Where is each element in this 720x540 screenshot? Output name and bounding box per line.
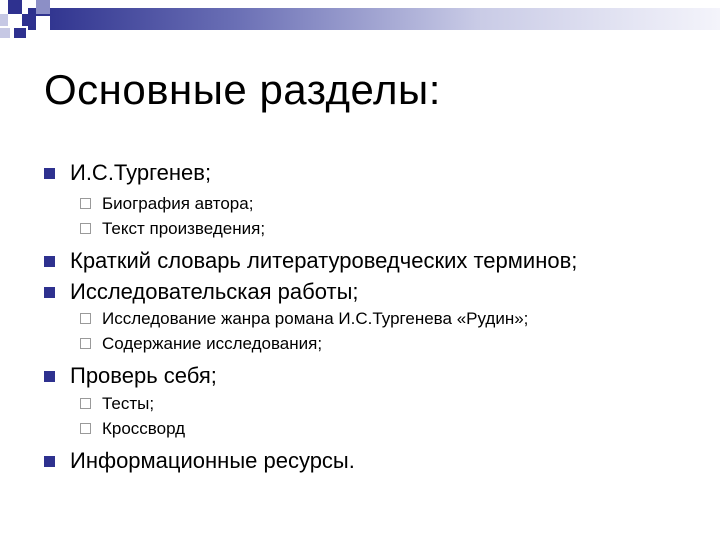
hollow-square-icon — [80, 313, 91, 324]
filled-square-icon — [44, 168, 55, 179]
top-decorative-bar — [0, 0, 720, 40]
decor-square — [0, 14, 8, 26]
filled-square-icon — [44, 287, 55, 298]
decor-square — [14, 28, 26, 38]
filled-square-icon — [44, 256, 55, 267]
gradient-strip — [28, 8, 720, 30]
list-item-text: Исследование жанра романа И.С.Тургенева «Рудин»; — [102, 309, 529, 328]
list-item-text: Информационные ресурсы. — [70, 448, 355, 473]
hollow-square-icon — [80, 223, 91, 234]
slide-title: Основные разделы: — [44, 66, 441, 113]
list-item-text: Кроссворд — [102, 419, 186, 438]
list-item-text: Проверь себя; — [70, 363, 217, 388]
filled-square-icon — [44, 371, 55, 382]
list-item-text: Текст произведения; — [102, 219, 266, 238]
list-item-text: Содержание исследования; — [102, 334, 323, 353]
list-item-text: Биография автора; — [102, 194, 254, 213]
hollow-square-icon — [80, 198, 91, 209]
decor-square — [22, 14, 34, 26]
list-item-text: Исследовательская работы; — [70, 279, 359, 304]
decor-square — [8, 0, 22, 14]
list-item-text: Тесты; — [102, 394, 155, 413]
decor-square — [0, 28, 10, 38]
filled-square-icon — [44, 456, 55, 467]
list-item-text: И.С.Тургенев; — [70, 160, 212, 185]
hollow-square-icon — [80, 423, 91, 434]
decor-square — [8, 14, 22, 26]
decor-square — [36, 16, 50, 30]
hollow-square-icon — [80, 398, 91, 409]
hollow-square-icon — [80, 338, 91, 349]
list-item-text: Краткий словарь литературоведческих терминов; — [70, 248, 578, 273]
decor-square — [36, 0, 50, 14]
